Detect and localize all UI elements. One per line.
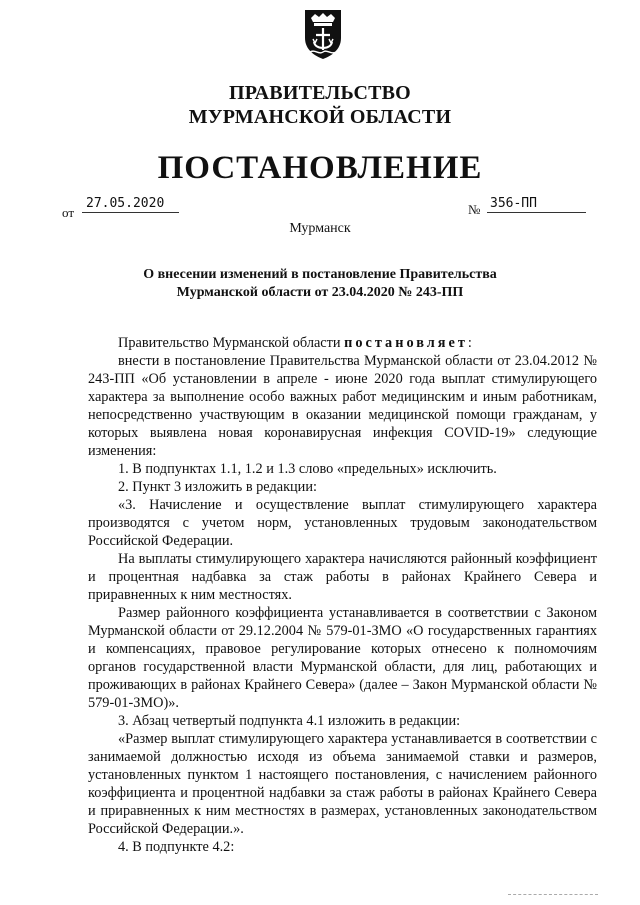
intro-verb: постановляет bbox=[344, 335, 468, 351]
paragraph-2: 1. В подпунктах 1.1, 1.2 и 1.3 слово «предельных» исключить. bbox=[118, 461, 497, 477]
paragraph-9: 4. В подпункте 4.2: bbox=[118, 839, 235, 855]
paragraph-8: «Размер выплат стимулирующего характера устанавливается в соответствии с занимаемой должностью исходя из объема занимаемой ставки и размеров, установленных пунктом 1 настоящего постановления, с начислением районного коэффициента и процентной надбавки за стаж работы в районах Крайнего Севера и приравненных к ним местностях в размерах, установленных законодательством Российской Федерации.». bbox=[88, 731, 597, 837]
paragraph-4: «3. Начисление и осуществление выплат стимулирующего характера производятся с учетом норм, установленных трудовым законодательством Российской Федерации. bbox=[88, 497, 597, 549]
intro-suffix: : bbox=[467, 335, 472, 351]
date-label: от bbox=[62, 205, 75, 220]
page-edge-mark bbox=[508, 894, 598, 895]
intro-paragraph bbox=[88, 334, 597, 352]
paragraph-5: На выплаты стимулирующего характера начисляются районный коэффициент и процентная надбавка за стаж работы в районах Крайнего Севера и приравненных к ним местностях. bbox=[88, 551, 597, 603]
subject-line2: Мурманской области от 23.04.2020 № 243-ПП bbox=[176, 285, 464, 300]
subject-line1: О внесении изменений в постановление Правительства bbox=[143, 267, 497, 282]
paragraph-1: внести в постановление Правительства Мурманской области от 23.04.2012 № 243-ПП «Об установлении в апреле - июне 2020 года выплат стимулирующего характера за выполнение особо важных работ медицинским и иным работникам, непосредственно участвующим в оказании медицинской помощи гражданам, у которых выявлена новая коронавирусная инфекция COVID-19» следующие изменения: bbox=[88, 353, 597, 459]
number-label: № bbox=[468, 202, 481, 217]
document-subject bbox=[130, 266, 510, 302]
coat-of-arms-icon bbox=[303, 8, 343, 60]
paragraph-3: 2. Пункт 3 изложить в редакции: bbox=[118, 479, 317, 495]
paragraph-7: 3. Абзац четвертый подпункта 4.1 изложить в редакции: bbox=[118, 713, 461, 729]
document-body bbox=[88, 334, 597, 856]
intro-prefix: Правительство Мурманской области bbox=[118, 335, 345, 351]
paragraph-6: Размер районного коэффициента устанавливается в соответствии с Законом Мурманской области от 29.12.2004 № 579-01-ЗМО «О государственных гарантиях и компенсациях, правовое регулирование которых отнесено к полномочиям органов государственной власти Мурманской области, для лиц, работающих и проживающих в районах Крайнего Севера» (далее – Закон Мурманской области № 579-01-ЗМО)». bbox=[88, 605, 597, 711]
document-date: 27.05.2020 bbox=[82, 196, 179, 213]
org-name-line2: МУРМАНСКОЙ ОБЛАСТИ bbox=[188, 106, 452, 128]
org-name-line1: ПРАВИТЕЛЬСТВО bbox=[229, 82, 411, 104]
document-number: 356-ПП bbox=[487, 196, 586, 213]
document-type-title: ПОСТАНОВЛЕНИЕ bbox=[157, 150, 483, 186]
city: Мурманск bbox=[289, 221, 351, 236]
